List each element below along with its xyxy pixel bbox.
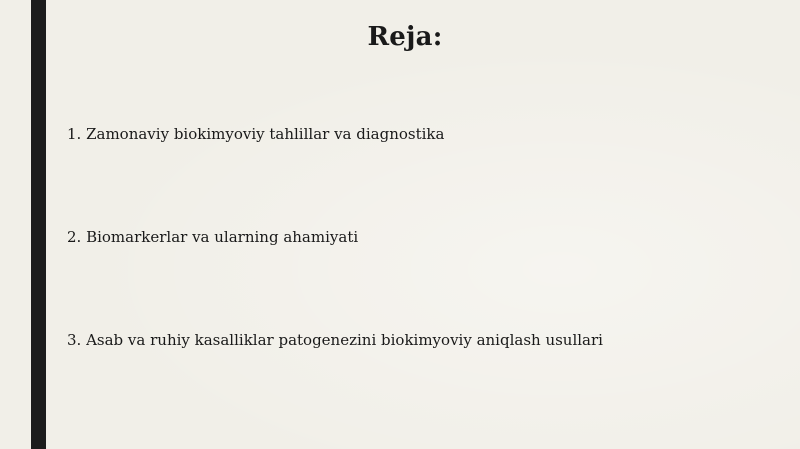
slide-title: Reja: — [367, 22, 443, 52]
left-accent-bar — [31, 0, 46, 449]
agenda-item: 2. Biomarkerlar va ularning ahamiyati — [67, 228, 359, 246]
agenda-item: 3. Asab va ruhiy kasalliklar patogenezini biokimyoviy aniqlash usullari — [67, 331, 603, 349]
agenda-item: 1. Zamonaviy biokimyoviy tahlillar va diagnostika — [67, 125, 445, 143]
